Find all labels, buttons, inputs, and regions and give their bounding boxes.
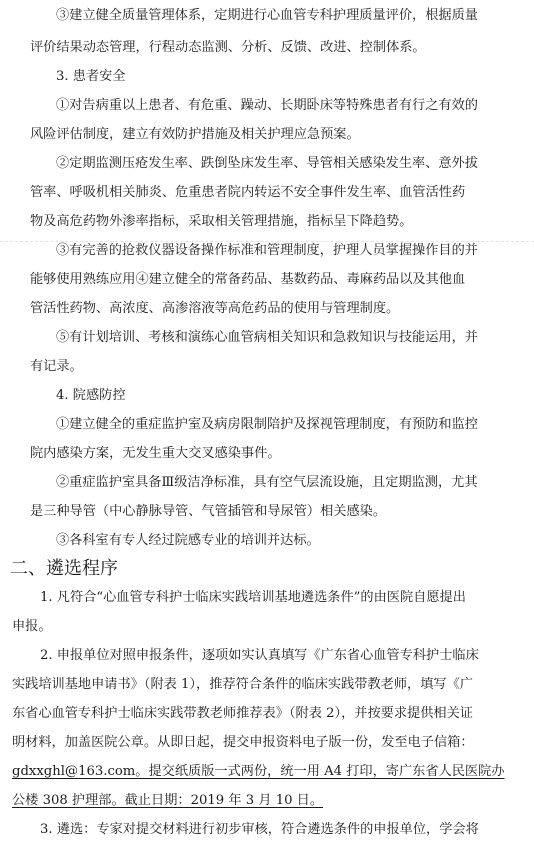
paragraph-line: ①对告病重以上患者、有危重、躁动、长期卧床等特殊患者有行之有效的 <box>56 98 478 113</box>
paragraph-line: 管活性药物、高浓度、高渗溶液等高危药品的使用与管理制度。 <box>30 301 400 316</box>
paragraph-line: 1. 凡符合“心血管专科护士临床实践培训基地遴选条件”的由医院自愿提出 <box>40 590 466 605</box>
deadline-line: 公楼 308 护理部。截止日期：2019 年 3 月 10 日。 <box>12 793 324 808</box>
paragraph-line: 院内感染方案，无发生重大交叉感染事件。 <box>30 446 281 461</box>
paragraph-line: ⑤有计划培训、考核和演练心血管病相关知识和急救知识与技能运用，并 <box>56 330 478 345</box>
paragraph-line: ②重症监护室具备Ⅲ级洁净标准，具有空气层流设施，且定期监测，尤其 <box>56 475 478 490</box>
paragraph-line: ①建立健全的重症监护室及病房限制陪护及探视管理制度，有预防和监控 <box>56 417 478 432</box>
paragraph-line: 2. 申报单位对照申报条件，逐项如实认真填写《广东省心血管专科护士临床 <box>40 648 479 663</box>
paragraph-line: 申报。 <box>12 619 52 634</box>
paragraph-line: 实践培训基地申请书》（附表 1），推荐符合条件的临床实践带教老师，填写《广 <box>12 677 473 692</box>
paragraph-line: 明材料，加盖医院公章。从即日起，提交申报资料电子版一份，发至电子信箱： <box>12 735 474 750</box>
paragraph-line: 物及高危药物外渗率指标，采取相关管理措施，指标呈下降趋势。 <box>30 214 413 229</box>
email-submission-line: gdxxghl@163.com。提交纸质版一式两份，统一用 A4 打印，寄广东省人民医院办 <box>12 764 505 779</box>
section-heading-4: 4. 院感防控 <box>56 388 126 403</box>
paragraph-line: 评价结果动态管理，行程动态监测、分析、反馈、改进、控制体系。 <box>30 40 426 55</box>
paragraph-line: 3. 遴选：专家对提交材料进行初步审核，符合遴选条件的申报单位，学会将 <box>40 822 479 837</box>
paragraph-line: ③有完善的抢救仪器设备操作标准和管理制度，护理人员掌握操作目的并 <box>56 243 478 258</box>
paragraph-line: 有记录。 <box>30 359 83 374</box>
paragraph-line: ③建立健全质量管理体系，定期进行心血管专科护理质量评价，根据质量 <box>56 8 478 23</box>
paragraph-line: ③各科室有专人经过院感专业的培训并达标。 <box>56 533 320 548</box>
paragraph-line: 东省心血管专科护士临床实践带教老师推荐表》（附表 2），并按要求提供相关证 <box>12 706 473 721</box>
section-heading-3: 3. 患者安全 <box>56 69 126 84</box>
paragraph-line: 能够使用熟练应用④建立健全的常备药品、基数药品、毒麻药品以及其他血 <box>30 272 466 287</box>
paragraph-line: 管率、呼吸机相关肺炎、危重患者院内转运不安全事件发生率、血管活性药 <box>30 185 466 200</box>
paragraph-line: ②定期监测压疮发生率、跌倒坠床发生率、导管相关感染发生率、意外拔 <box>56 156 478 171</box>
paragraph-line: 风险评估制度，建立有效防护措施及相关护理应急预案。 <box>30 127 360 142</box>
section-title: 二、遴选程序 <box>10 558 118 579</box>
paragraph-line: 是三种导管（中心静脉导管、气管插管和导尿管）相关感染。 <box>30 504 387 519</box>
